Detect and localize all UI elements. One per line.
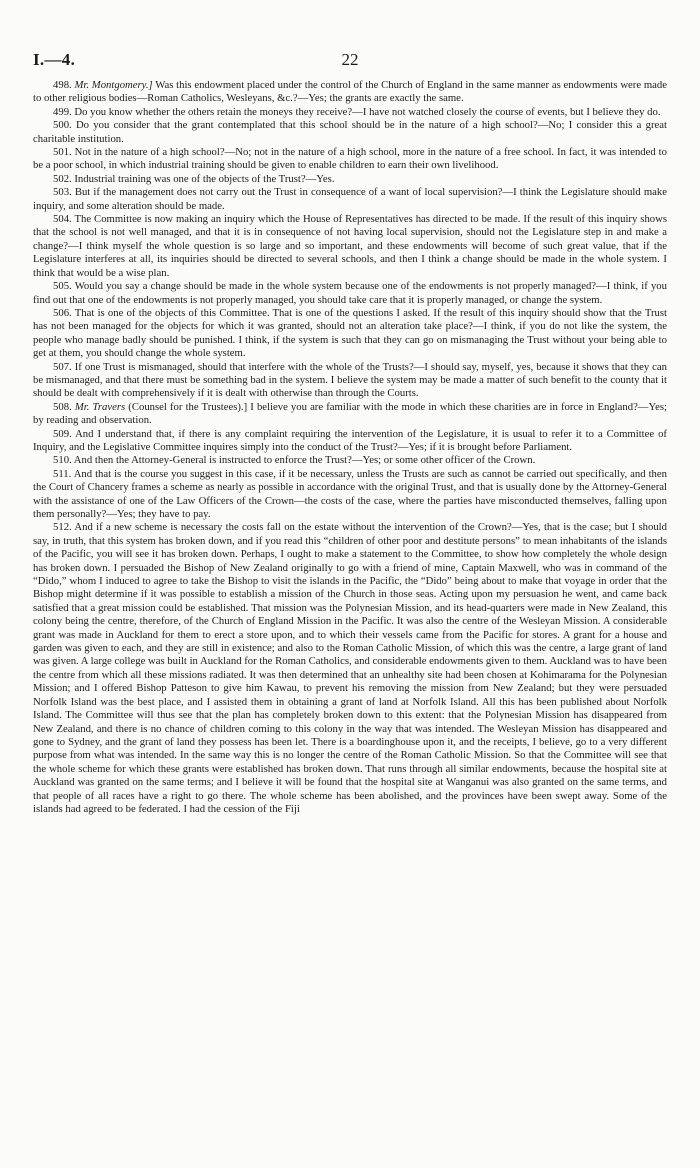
paragraph-text: And then the Attorney-General is instructed to enforce the Trust?—Yes; or some other officer of the Crown. [73, 454, 536, 467]
paragraph-text: Industrial training was one of the objects of the Trust?—Yes. [74, 172, 335, 185]
paragraph-509 [33, 428, 667, 455]
paragraph-510 [33, 454, 667, 467]
question-number: 507. [53, 360, 72, 373]
question-number: 499. [53, 105, 72, 118]
paragraph-498 [33, 79, 667, 106]
paragraph-text: If one Trust is mismanaged, should that interfere with the whole of the Trusts?—I should say, myself, yes, because it shows that they can be mismanaged, and that there must be something bad in the system. I believe the system may be made a matter of such benefit to the county that it should be dealt with comprehensively if it is dealt with otherwise than through the Courts. [33, 360, 668, 400]
question-number: 502. [53, 172, 72, 185]
paragraph-512 [33, 521, 667, 816]
paragraph-text: Was this endowment placed under the control of the Church of England in the same manner as endowments were made to other religious bodies—Roman Catholics, Wesleyans, &c.?—Yes; the grants are exactly the same. [33, 79, 668, 105]
paragraph-501 [33, 146, 667, 173]
paragraph-text: And if a new scheme is necessary the costs fall on the estate without the intervention of the Crown?—Yes, that is the case; but I should say, in truth, that this system has broken down, and if you read this “children of other poor and destitute persons” to mean inhabitants of the islands of the Pacific, you will see it has broken down. Perhaps, I ought to make a statement to the Committee, to show how completely the whole design has broken down. I persuaded the Bishop of New Zealand originally to go with a friend of mine, Captain Maxwell, who was in command of the “Dido,” whom I induced to agree to take the Bishop to visit the islands in the Pacific, the “Dido” being about to make that voyage in order that the Bishop might determine if it was possible to establish a mission of the Church in those seas. Acting upon my persuasion he went, and came back satisfied that a great mission could be established. That mission was the Polynesian Mission, and its head-quarters were made in New Zealand, this colony being the centre, therefore, of the Church of England Mission in the Pacific. It was also the centre of the Wesleyan Mission. A considerable grant was made in Auckland for them to erect a store upon, and to which their vessels came from the Pacific for stores. A grant for a house and garden was given to each, and they are still in existence; and also to the Roman Catholic Mission, of which this was the centre, a large grant of land was given. A large college was built in Auckland for the Roman Catholics, and considerable endowments given to them. Auckland was to have been the centre from which all these missions radiated. It was then determined that an unhealthy site had been chosen at Kohimarama for the Polynesian Mission; and I offered Bishop Patteson to give him Kawau, to prevent his removing the mission from New Zealand; but they were persuaded Norfolk Island was the best place, and I assisted them in obtaining a grant of land at Norfolk Island. All this has been published about Norfolk Island. The Committee will thus see that the plan has completely broken down to this extent: that the Polynesian Mission has disappeared from New Zealand, and there is no chance of children coming to this colony in the way that was intended. The Wesleyan Mission has disappeared and gone to Sydney, and the grant of land they possess has been let. There is a boardinghouse upon it, and the receipts, I believe, go to a very different purpose from what was intended. In the same way this is no longer the centre of the Roman Catholic Mission. So that the Committee will see that the whole scheme for which these grants were established has broken down. That runs through all similar endowments, because the hospital site at Auckland was granted on the same terms; and I believe it will be found that the hospital site at Wanganui was also granted on the same terms, and that people of all races have a right to go there. The whole scheme has been abolished, and the provinces have been swept away. Some of the islands had agreed to be federated. I had the cession of the Fiji [33, 521, 667, 815]
question-number: 501. [53, 146, 72, 159]
paragraph-505 [33, 280, 667, 307]
paragraph-text: Do you consider that the grant contemplated that this school should be in the nature of a high school?—No; I consider this a great charitable institution. [33, 119, 668, 145]
paragraph-text: And I understand that, if there is any complaint requiring the intervention of the Legislature, it is usual to refer it to a Committee of Inquiry, and the Legislative Committee inquires simply into the conduct of the Trust?—Yes; if it is brought before Parliament. [33, 427, 667, 453]
document-reference: I.—4. [33, 50, 76, 69]
paragraph-502 [33, 173, 667, 186]
paragraph-text: But if the management does not carry out the Trust in consequence of a want of local supervision?—I think the Legislature should make inquiry, and some alteration should be made. [33, 186, 668, 212]
paragraph-text: Do you know whether the others retain the moneys they receive?—I have not watched closely the course of events, but I believe they do. [74, 105, 661, 118]
body-text [33, 79, 667, 816]
question-number: 504. [53, 213, 72, 226]
paragraph-508 [33, 401, 667, 428]
speaker-label: Mr. Montgomery.] [74, 79, 153, 91]
paragraph-text: Not in the nature of a high school?—No; not in the nature of a high school, more in the nature of a free school. In fact, it was intended to be a poor school, in which industrial training should be given to enable children to earn their own livelihood. [33, 146, 667, 172]
question-number: 510. [53, 454, 72, 467]
paragraph-499 [33, 106, 667, 119]
paragraph-504 [33, 213, 667, 280]
paragraph-text: The Committee is now making an inquiry which the House of Representatives has directed to be made. If the result of this inquiry shows that the school is not well managed, and that it is in consequence of not having local supervision, should not the Legislature step in and make a change?—I think myself the whole question is so large and so important, and these endowments will become of such great value, that if the Legislature interferes at all, its inquiries should be directed to several schools, and then I think a change should be made in the whole system. I think that would be a wise plan. [33, 213, 668, 279]
page-number: 22 [341, 50, 359, 69]
question-number: 508. [53, 400, 72, 413]
question-number: 505. [53, 280, 72, 293]
question-number: 500. [53, 119, 72, 132]
paragraph-text: And that is the course you suggest in this case, if it be necessary, unless the Trusts are such as cannot be carried out specifically, and then the Court of Chancery frames a scheme as nearly as possible in accordance with the original Trust, and that is usually done by the Attorney-General with the assistance of one of the Law Officers of the Crown—the costs of the case, where the parties have misconducted themselves, falling upon them personally?—Yes; they have to pay. [33, 467, 667, 520]
paragraph-text: (Counsel for the Trustees).] I believe you are familiar with the mode in which these charities are in force in England?—Yes; by reading and observation. [33, 400, 668, 427]
paragraph-503 [33, 186, 667, 213]
paragraph-506 [33, 307, 667, 361]
paragraph-511 [33, 468, 667, 522]
question-number: 503. [53, 186, 72, 199]
paragraph-500 [33, 119, 667, 146]
question-number: 506. [53, 306, 72, 319]
question-number: 511. [53, 467, 72, 480]
paragraph-507 [33, 361, 667, 401]
question-number: 509. [53, 427, 72, 440]
speaker-label: Mr. Travers [74, 400, 126, 413]
question-number: 512. [53, 521, 72, 534]
question-number: 498. [53, 79, 72, 91]
paragraph-text: Would you say a change should be made in the whole system because one of the endowments is not properly managed?—I think, if you find out that one of the endowments is not properly managed, you should take care that it is properly managed, or change the system. [33, 280, 667, 306]
paragraph-text: That is one of the objects of this Committee. That is one of the questions I asked. If the result of this inquiry should show that the Trust has not been managed for the objects for which it was granted, should not an alteration take place?—I think, if you do not like the system, the people who manage badly should be punished. I think, if the system is such that they can go on mismanaging the Trust without your being able to get at them, you should change the whole system. [33, 306, 668, 360]
